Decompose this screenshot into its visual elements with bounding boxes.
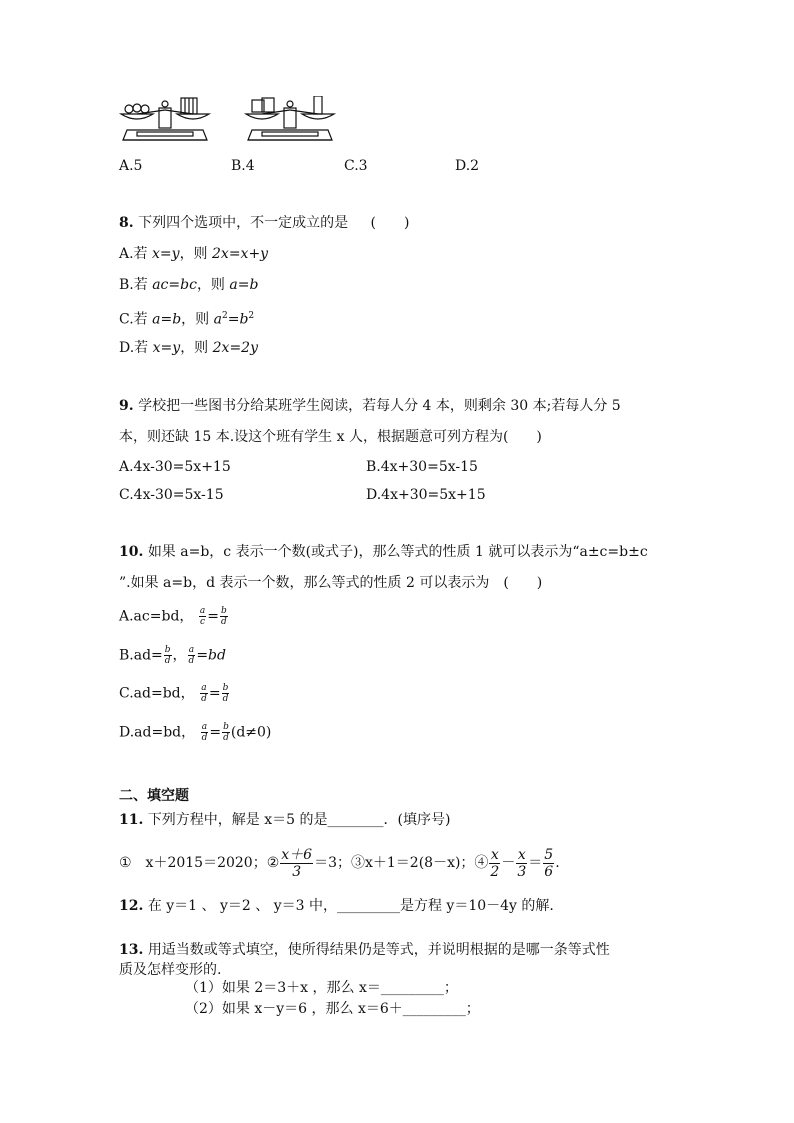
q11-item1: ① x＋2015＝2020；② — [119, 855, 280, 871]
q11-item4-a-num: x — [490, 846, 499, 863]
q10-number: 10. — [119, 544, 144, 560]
section-fill-blank-title: 二、填空题 — [119, 788, 189, 804]
balance-scale-left-image — [117, 96, 213, 148]
q8-option-a[interactable] — [119, 244, 268, 264]
q9-option-c[interactable]: C.4x-30=5x-15 — [119, 487, 224, 503]
q8-option-c[interactable] — [119, 306, 254, 330]
q10-b-text1: B.ad= — [119, 647, 163, 664]
q8-stem — [119, 213, 409, 233]
q10-d-f2-den: d — [223, 733, 229, 743]
q8-c-eq2a: a — [213, 311, 222, 328]
q10-d-f1-num: a — [201, 722, 208, 732]
q11-items — [119, 845, 560, 881]
q8-text: 下列四个选项中，不一定成立的是 — [138, 215, 349, 231]
q10-c-f2-num: b — [222, 683, 229, 693]
q10-d-f2-num: b — [223, 722, 229, 732]
q8-number: 8. — [119, 215, 134, 231]
q8-c-eq2b: =b — [227, 311, 249, 328]
q10-b-f2-num: a — [188, 645, 195, 655]
q8-d-mid: ，则 — [180, 340, 213, 356]
q8-b-prefix: B.若 — [119, 277, 153, 293]
q8-a-mid: ，则 — [179, 246, 213, 262]
q8-d-eq1: x=y — [152, 340, 181, 356]
q10-a-f2-den: d — [220, 617, 227, 627]
q10-d-f1-den: d — [201, 733, 208, 743]
q10-c-f1-den: d — [201, 694, 207, 704]
q8-d-eq2: 2x=2y — [212, 340, 258, 356]
q9-number: 9. — [119, 398, 134, 414]
q10-a-frac2 — [220, 606, 228, 627]
q8-c-sup: 2 — [221, 311, 228, 321]
q11-dot: . — [555, 855, 560, 871]
q8-b-eq2: a=b — [229, 277, 259, 293]
q10-a-frac1 — [199, 606, 206, 627]
q10-text-1: 如果 a=b，c 表示一个数(或式子)，那么等式的性质 1 就可以表示为“a±c=b±c — [147, 544, 648, 560]
q7-option-c[interactable]: C.3 — [344, 158, 368, 174]
q8-c-prefix: C.若 — [119, 311, 153, 328]
q10-c-f2-den: d — [222, 694, 229, 704]
q10-b-f1-num: b — [164, 645, 171, 655]
q11-text: 下列方程中，解是 x＝5 的是________．(填序号) — [147, 812, 451, 828]
q11-item2-frac — [280, 847, 313, 880]
q13-stem-line1 — [119, 940, 610, 960]
q10-b-text2: bd — [208, 647, 226, 664]
q10-a-f1-den: c — [200, 617, 206, 627]
q9-option-d[interactable]: D.4x+30=5x+15 — [366, 487, 486, 503]
q13-sub2: （2）如果 x－y＝6 ，那么 x＝6＋_________； — [185, 1001, 480, 1017]
q10-stem-line2: ”.如果 a=b，d 表示一个数，那么等式的性质 2 可以表示为 ( ) — [119, 575, 543, 591]
q13-number: 13. — [119, 942, 144, 958]
balance-scale-right-image — [242, 96, 338, 148]
q11-item4-c-den: 6 — [544, 863, 554, 880]
q10-option-c[interactable]: C.ad=bd， $\frac{a}{d}$ = $\frac{b}{d}$ — [119, 683, 229, 704]
q12-text: 在 y＝1 、 y＝2 、 y＝3 中，_________是方程 y＝10－4y 的解. — [147, 898, 554, 914]
q10-d-tail: (d≠0) — [230, 724, 272, 741]
q11-minus: － — [501, 855, 516, 871]
q10-c-text: C.ad=bd， — [119, 685, 195, 702]
q10-a-f2-num: b — [220, 606, 227, 616]
q11-item2-tail: ＝3；③x＋1＝2(8－x)；④ — [314, 855, 489, 871]
q9-text-1: 学校把一些图书分给某班学生阅读，若每人分 4 本，则剩余 30 本;若每人分 5 — [138, 398, 621, 414]
q11-stem — [119, 810, 450, 830]
q8-a-eq1: x=y — [152, 246, 180, 262]
q10-a-text: A.ac=bd， — [119, 608, 194, 625]
q10-stem-line1 — [119, 542, 648, 562]
q11-item4-frac-a — [489, 847, 500, 880]
q7-option-d[interactable]: D.2 — [455, 158, 480, 174]
q11-number: 11. — [119, 812, 144, 828]
q12-stem — [119, 896, 554, 916]
q8-a-eq2: 2x=x+y — [212, 246, 269, 262]
q7-option-a[interactable]: A.5 — [119, 158, 143, 174]
q11-item4-frac-c — [543, 847, 554, 880]
q10-c-frac2 — [222, 683, 230, 704]
q10-c-f1-num: a — [201, 683, 207, 693]
q8-answer-paren: ( ) — [370, 215, 410, 231]
q8-d-prefix: D.若 — [119, 340, 153, 356]
q10-d-frac1 — [201, 722, 209, 743]
q10-option-b[interactable]: B.ad= $\frac{b}{d}$ ， $\frac{a}{d}$ =bd — [119, 645, 226, 666]
q8-c-eq1: a=b — [152, 311, 182, 328]
q8-c-sup2: 2 — [248, 311, 255, 321]
q11-item4-b-den: 3 — [517, 863, 527, 880]
q8-c-mid: ，则 — [181, 311, 214, 328]
q9-stem-line2: 本，则还缺 15 本.设这个班有学生 x 人，根据题意可列方程为( ) — [119, 429, 542, 445]
q8-a-prefix: A.若 — [119, 246, 153, 262]
q7-option-b[interactable]: B.4 — [231, 158, 255, 174]
q13-stem-line2: 质及怎样变形的. — [119, 962, 222, 978]
q13-sub1: （1）如果 2＝3＋x ，那么 x＝_________； — [185, 980, 458, 996]
q11-item2-num: x＋6 — [281, 846, 313, 863]
q11-item2-den: 3 — [292, 863, 302, 880]
q9-option-a[interactable]: A.4x-30=5x+15 — [119, 459, 231, 475]
q11-eq: ＝ — [528, 855, 543, 871]
q10-b-f1-den: d — [164, 656, 171, 666]
q10-option-d[interactable]: D.ad=bd， $\frac{a}{d}$ = $\frac{b}{d}$ (d≠0) — [119, 722, 272, 743]
q13-text-1: 用适当数或等式填空，使所得结果仍是等式，并说明根据的是哪一条等式性 — [147, 942, 610, 958]
q10-a-f1-num: a — [199, 606, 206, 616]
q10-b-frac1 — [164, 645, 172, 666]
q8-b-eq1: ac=bc — [152, 277, 197, 293]
q11-item4-c-num: 5 — [544, 846, 554, 863]
q10-b-frac2 — [188, 645, 196, 666]
q12-number: 12. — [119, 898, 144, 914]
q9-option-b[interactable]: B.4x+30=5x-15 — [366, 459, 478, 475]
q10-d-text: D.ad=bd， — [119, 724, 196, 741]
q9-stem-line1 — [119, 396, 621, 416]
q10-b-f2-den: d — [188, 656, 195, 666]
q10-option-a[interactable]: A.ac=bd， $\frac{a}{c}$ = $\frac{b}{d}$ — [119, 606, 227, 627]
q11-item4-b-num: x — [517, 846, 526, 863]
q11-item4-a-den: 2 — [490, 863, 500, 880]
q8-b-mid: ，则 — [196, 277, 230, 293]
q10-d-frac2 — [222, 722, 230, 743]
q8-option-d[interactable] — [119, 338, 258, 358]
q11-item4-frac-b — [516, 847, 527, 880]
q8-option-b[interactable] — [119, 275, 258, 295]
q10-c-frac1 — [200, 683, 208, 704]
